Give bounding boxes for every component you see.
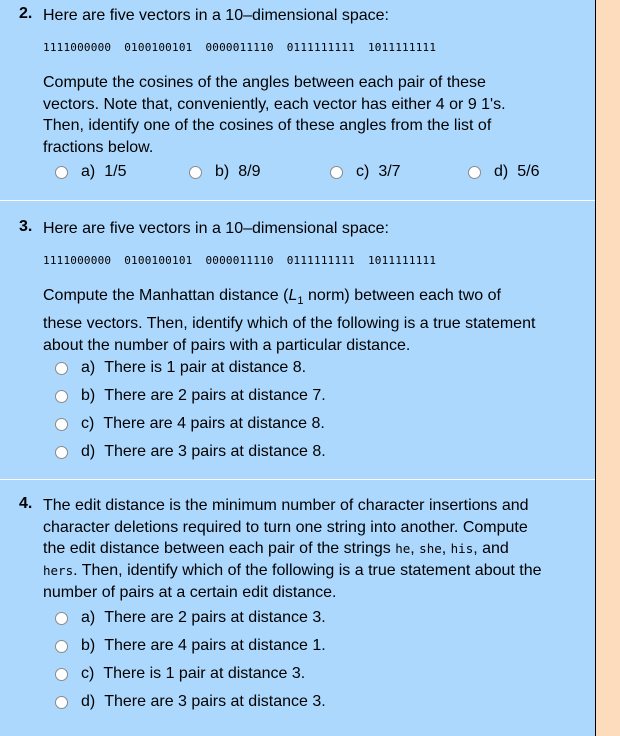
- vector: 0100100101: [124, 254, 193, 267]
- radio-button[interactable]: [55, 166, 68, 179]
- vector: 0111111111: [286, 254, 355, 267]
- radio-button[interactable]: [55, 418, 68, 431]
- radio-button[interactable]: [55, 390, 68, 403]
- question-divider: [0, 200, 595, 201]
- vector: 1011111111: [367, 254, 437, 267]
- vector: 0000011110: [205, 254, 274, 267]
- question-2-number: 2.: [19, 5, 33, 22]
- radio-button[interactable]: [468, 166, 481, 179]
- q3-option-c[interactable]: c) There are 4 pairs at distance 8.: [55, 415, 325, 433]
- question-3-number: 3.: [19, 218, 33, 235]
- norm-symbol: L: [288, 287, 298, 304]
- radio-button[interactable]: [189, 166, 202, 179]
- vector: 0111111111: [286, 41, 355, 54]
- question-2-vectors: [43, 41, 449, 54]
- question-4-body: The edit distance is the minimum number of character insertions and character deletions required to turn one string into another. Compute the edit distance between each pair of the strings he, she, his, and hers. Then, identify which of the following is a true statement about the number of pairs at a certain edit distance.: [43, 497, 542, 601]
- string-code: she: [419, 541, 442, 557]
- q2-option-a[interactable]: a) 1/5: [55, 163, 126, 181]
- q4-option-d[interactable]: d) There are 3 pairs at distance 3.: [55, 693, 326, 711]
- q2-option-b[interactable]: b) 8/9: [189, 163, 260, 181]
- radio-button[interactable]: [55, 668, 68, 681]
- question-3-intro: Here are five vectors in a 10–dimensional space:: [43, 220, 389, 237]
- radio-button[interactable]: [55, 362, 68, 375]
- radio-button[interactable]: [55, 612, 68, 625]
- question-2-intro: Here are five vectors in a 10–dimensional space:: [43, 7, 389, 24]
- vector: 0100100101: [124, 41, 193, 54]
- question-3-vectors: [43, 254, 449, 267]
- string-code: his: [450, 541, 474, 557]
- question-divider: [0, 479, 595, 480]
- norm-subscript: 1: [297, 295, 304, 308]
- question-3-body: Compute the Manhattan distance ($L_1$ norm) between each two of these vectors. Then, identify which of the following is a true statement about the number of pairs with a particular distance.: [43, 287, 536, 354]
- q3-option-b[interactable]: b) There are 2 pairs at distance 7.: [55, 387, 326, 405]
- q4-option-c[interactable]: c) There is 1 pair at distance 3.: [55, 665, 305, 683]
- radio-button[interactable]: [55, 446, 68, 459]
- radio-button[interactable]: [330, 166, 343, 179]
- vector: 1111000000: [43, 41, 112, 54]
- question-2-body: Compute the cosines of the angles between each pair of these vectors. Note that, conveniently, each vector has either 4 or 9 1's. Then, identify one of the cosines of these angles from the list of fractions below.: [43, 74, 506, 157]
- q4-option-b[interactable]: b) There are 4 pairs at distance 1.: [55, 637, 326, 655]
- question-4-number: 4.: [19, 495, 33, 512]
- vector: 1011111111: [367, 41, 437, 54]
- q2-option-c[interactable]: c) 3/7: [330, 163, 401, 181]
- vector: 1111000000: [43, 254, 112, 267]
- q3-option-d[interactable]: d) There are 3 pairs at distance 8.: [55, 443, 326, 461]
- string-code: hers: [43, 563, 74, 579]
- q4-option-a[interactable]: a) There are 2 pairs at distance 3.: [55, 609, 326, 627]
- vector: 0000011110: [205, 41, 274, 54]
- string-code: he: [395, 541, 411, 557]
- q2-option-d[interactable]: d) 5/6: [468, 163, 539, 181]
- radio-button[interactable]: [55, 640, 68, 653]
- radio-button[interactable]: [55, 696, 68, 709]
- q3-option-a[interactable]: a) There is 1 pair at distance 8.: [55, 359, 306, 377]
